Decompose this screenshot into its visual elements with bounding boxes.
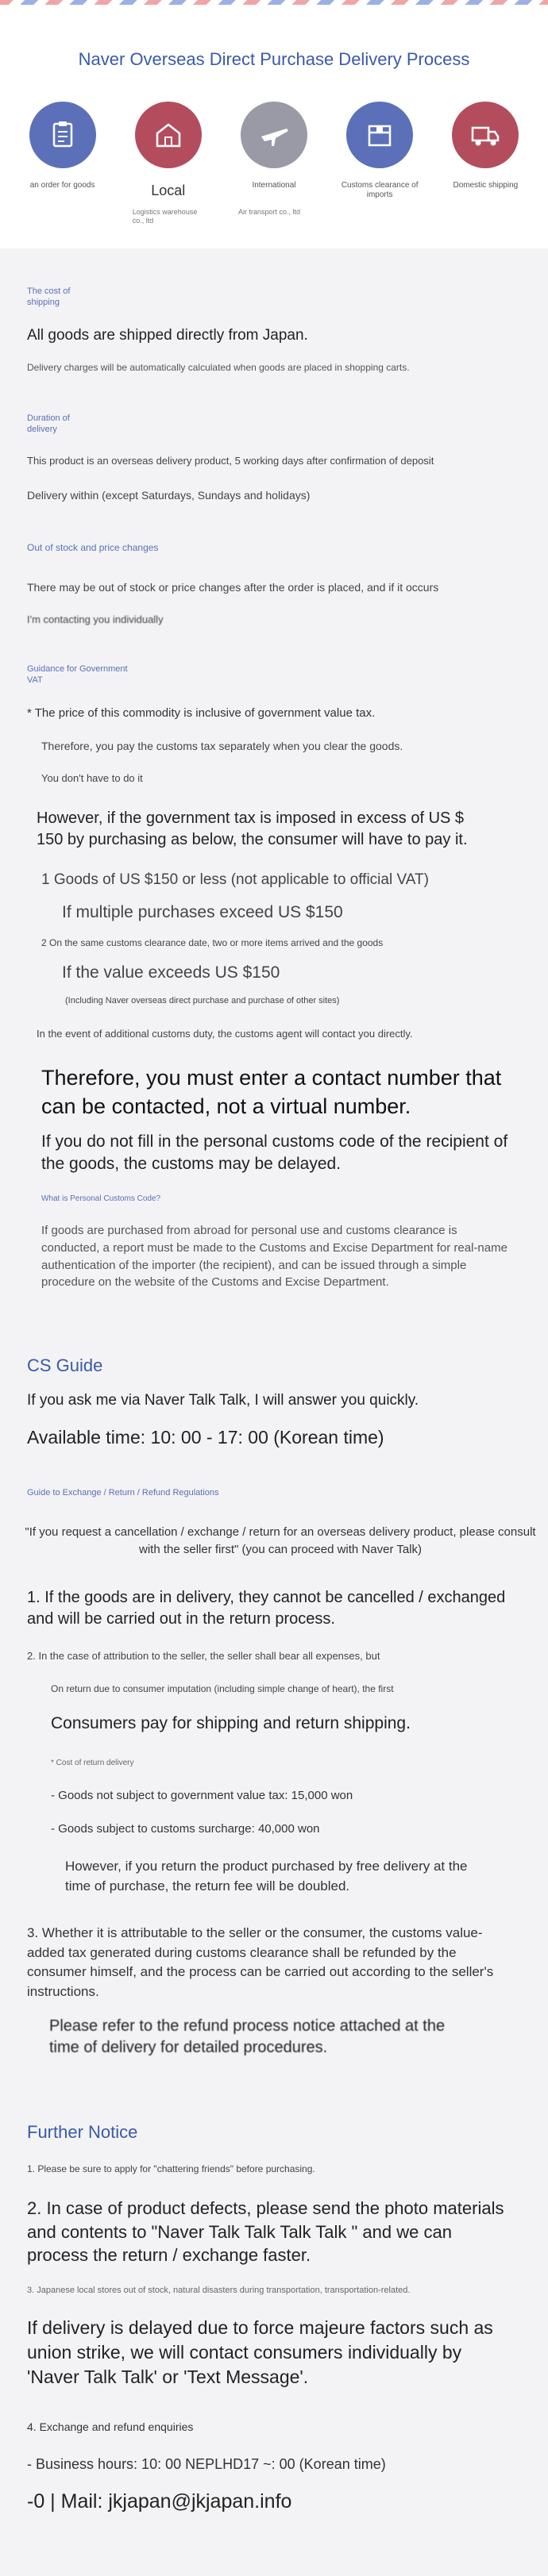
further-note-2: 2. In case of product defects, please send the photo materials and contents to "Naver Talk Talk Talk Talk " and we can process the return / exchange faster. [27,2198,504,2266]
vat-line-3: You don't have to do it [41,772,143,784]
step-local [121,102,216,225]
step-sub-local: Logistics warehouse co., ltd [132,208,198,225]
further-note-6: - Business hours: 10: 00 NEPLHD17 ~: 00 (Korean time) [27,2456,386,2472]
vat-line-2: Therefore, you pay the customs tax separately when you clear the goods. [41,740,403,752]
airmail-border [0,0,548,5]
step-label-local: Local [151,183,186,198]
further-note-7: -0 | Mail: jkjapan@jkjapan.info [27,2490,292,2513]
vat-line-11: Therefore, you must enter a contact number that can be contacted, not a virtual number. [41,1066,502,1119]
step-domestic [438,102,533,225]
step-label-order: an order for goods [29,181,95,190]
box-icon [346,102,413,168]
step-customs [332,102,427,225]
exchange-point-7: Please refer to the refund process notice attached at the time of delivery for detailed procedures. [49,2017,446,2056]
duration-line-1: This product is an overseas delivery product, 5 working days after confirmation of deposit [27,455,434,467]
vat-line-7: 2 On the same customs clearance date, two or more items arrived and the goods [41,937,384,948]
step-label-domestic: Domestic shipping [453,181,519,190]
vat-title: Guidance for Government VAT [27,664,128,686]
shipping-line-1: All goods are shipped directly from Japan. [27,327,308,344]
step-label-international: International [252,181,296,190]
return-cost-1: - Goods not subject to government value tax: 15,000 won [51,1789,353,1802]
step-label-customs: Customs clearance of imports [341,181,419,199]
step-sub-international: Air transport co., ltd [237,208,300,216]
exchange-point-1: 1. If the goods are in delivery, they cannot be cancelled / exchanged and will be carried out in the return process. [27,1589,506,1628]
further-note-3: 3. Japanese local stores out of stock, natural disasters during transportation, transportation-related. [27,2286,411,2295]
exchange-point-2: 2. In the case of attribution to the seller, the seller shall bear all expenses, but [27,1650,380,1662]
further-title: Further Notice [27,2122,138,2142]
stock-line-2: I'm contacting you individually [27,613,164,625]
stock-line-1: There may be out of stock or price changes after the order is placed, and if it occurs [27,581,439,594]
stock-title: Out of stock and price changes [27,542,159,553]
exchange-point-6: 3. Whether it is attributable to the seller or the consumer, the customs value-added tax generated during customs clearance shall be refunded by the consumer himself, and the process can be carried out according to the seller's instructions. [27,1925,494,1999]
return-cost-2: - Goods subject to customs surcharge: 40,000 won [51,1822,320,1836]
step-international [226,102,322,225]
shipping-line-2: Delivery charges will be automatically calculated when goods are placed in shopping carts. [27,362,410,373]
vat-line-1: * The price of this commodity is inclusive of government value tax. [27,706,376,720]
delivery-process-header [0,0,548,248]
further-note-4: If delivery is delayed due to force majeure factors such as union strike, we will contact consumers individually by 'Naver Talk Talk' or 'Text Message'. [27,2317,493,2388]
exchange-point-4: Consumers pay for shipping and return shipping. [51,1714,411,1732]
exchange-point-3: On return due to consumer imputation (including simple change of heart), the first [51,1683,394,1694]
vat-line-10: In the event of additional customs duty, the customs agent will contact you directly. [37,1028,413,1040]
customs-code-desc: If goods are purchased from abroad for personal use and customs clearance is conducted, a report must be made to the Customs and Excise Department for real-name authentication of the importer (the recipient), and can be issued through a simple procedure on the website of the Customs and Excise Department. [41,1224,507,1290]
further-note-1: 1. Please be sure to apply for "chattering friends" before purchasing. [27,2163,315,2174]
exchange-point-5: However, if you return the product purchased by free delivery at the time of purchase, the return fee will be doubled. [65,1859,468,1894]
duration-line-2: Delivery within (except Saturdays, Sundays and holidays) [27,489,311,502]
vat-line-12: If you do not fill in the personal customs code of the recipient of the goods, the customs may be delayed. [41,1132,508,1174]
cs-line-1: If you ask me via Naver Talk Talk, I will answer you quickly. [27,1392,419,1409]
duration-title: Duration of delivery [27,413,70,435]
vat-line-8: If the value exceeds US $150 [62,963,280,982]
further-note-5: 4. Exchange and refund enquiries [27,2420,194,2433]
warehouse-icon [135,102,202,168]
airplane-icon [241,102,307,168]
truck-icon [452,102,519,168]
step-order [15,102,110,225]
cs-title: CS Guide [27,1355,103,1375]
vat-line-6: If multiple purchases exceed US $150 [62,903,343,921]
exchange-title: Guide to Exchange / Return / Refund Regulations [27,1488,219,1498]
vat-line-9: (Including Naver overseas direct purchase and purchase of other sites) [65,996,340,1005]
return-cost-title: * Cost of return delivery [51,1759,134,1767]
order-clipboard-icon [29,102,96,168]
customs-code-title: What is Personal Customs Code? [41,1194,161,1203]
vat-line-5: 1 Goods of US $150 or less (not applicable to official VAT) [41,871,429,888]
process-title: Naver Overseas Direct Purchase Delivery Process [78,49,470,69]
vat-line-4: However, if the government tax is imposed in excess of US $ 150 by purchasing as below, the consumer will have to pay it. [37,809,468,848]
exchange-intro: "If you request a cancellation / exchange / return for an overseas delivery product, please consult with the seller first" (you can proceed with Naver Talk) [25,1525,536,1556]
cs-line-2: Available time: 10: 00 - 17: 00 (Korean time) [27,1427,384,1448]
shipping-title: The cost of shipping [27,286,71,308]
process-steps [0,102,548,225]
